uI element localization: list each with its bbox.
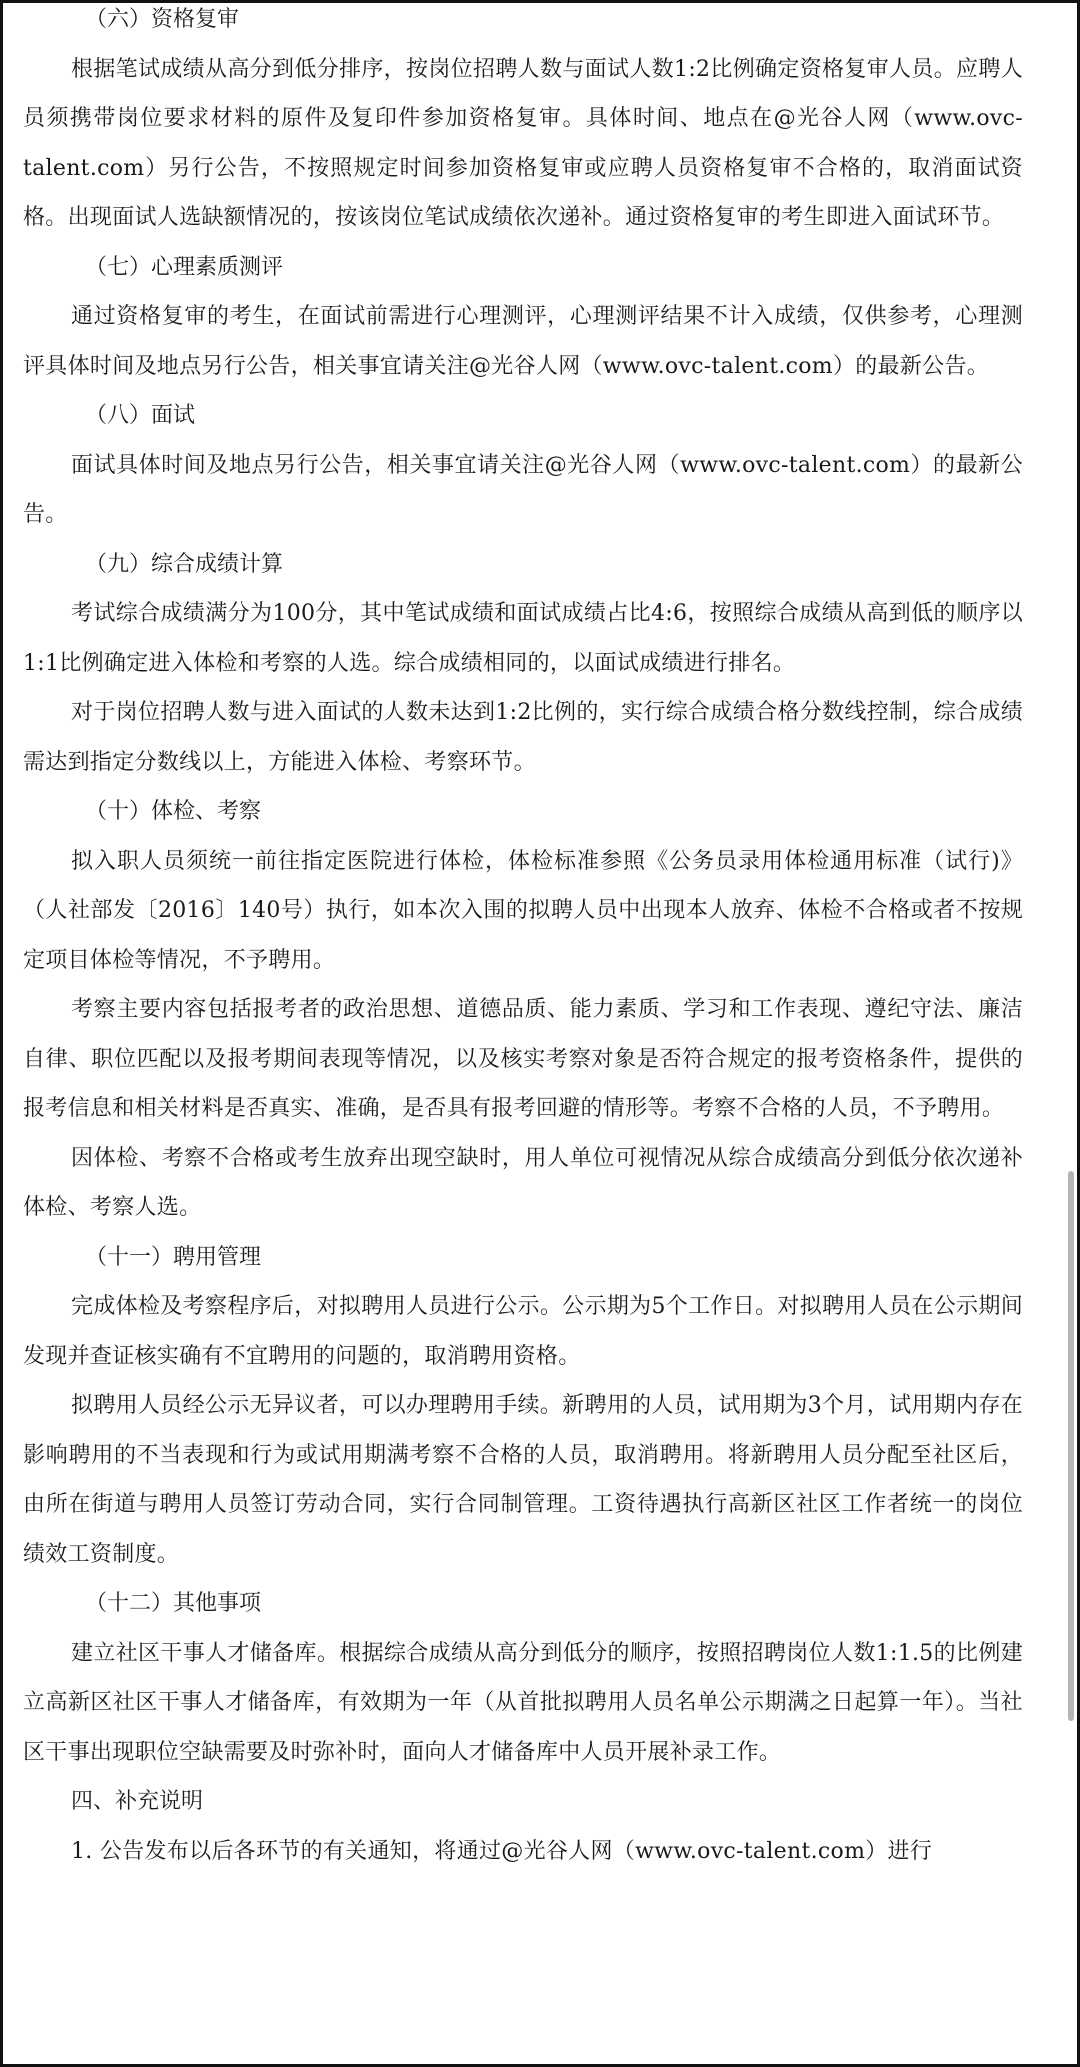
paragraph: 通过资格复审的考生，在面试前需进行心理测评，心理测评结果不计入成绩，仅供参考，心理测评具体时间及地点另行公告，相关事宜请关注@光谷人网（www.ovc-talent.com）的最新公告。 <box>23 304 1023 379</box>
section-heading: （七）心理素质测评 <box>85 254 284 280</box>
section-heading: （六）资格复审 <box>85 7 240 32</box>
paragraph: 考察主要内容包括报考者的政治思想、道德品质、能力素质、学习和工作表现、遵纪守法、廉洁自律、职位匹配以及报考期间表现等情况，以及核实考察对象是否符合规定的报考资格条件，提供的报考信息和相关材料是否真实、准确，是否具有报考回避的情形等。考察不合格的人员，不予聘用。 <box>23 997 1023 1121</box>
paragraph: 拟入职人员须统一前往指定医院进行体检，体检标准参照《公务员录用体检通用标准（试行)》（人社部发〔2016〕140号）执行，如本次入围的拟聘人员中出现本人放弃、体检不合格或者不按规定项目体检等情况，不予聘用。 <box>23 848 1023 973</box>
section-heading: （十二）其他事项 <box>85 1591 262 1616</box>
paragraph: 建立社区干事人才储备库。根据综合成绩从高分到低分的顺序，按照招聘岗位人数1:1.5的比例建立高新区社区干事人才储备库，有效期为一年（从首批拟聘用人员名单公示期满之日起算一年）。当社区干事出现职位空缺需要及时弥补时，面向人才储备库中人员开展补录工作。 <box>23 1640 1023 1765</box>
vertical-scrollbar[interactable] <box>1068 1171 1074 1721</box>
section-heading: （十）体检、考察 <box>85 799 262 824</box>
paragraph: 完成体检及考察程序后，对拟聘用人员进行公示。公示期为5个工作日。对拟聘用人员在公示期间发现并查证核实确有不宜聘用的问题的，取消聘用资格。 <box>23 1294 1023 1369</box>
chapter-heading: 四、补充说明 <box>71 1789 204 1814</box>
paragraph: 拟聘用人员经公示无异议者，可以办理聘用手续。新聘用的人员，试用期为3个月，试用期内存在影响聘用的不当表现和行为或试用期满考察不合格的人员，取消聘用。将新聘用人员分配至社区后，由所在街道与聘用人员签订劳动合同，实行合同制管理。工资待遇执行高新区社区工作者统一的岗位绩效工资制度。 <box>23 1393 1023 1567</box>
paragraph: 对于岗位招聘人数与进入面试的人数未达到1:2比例的，实行综合成绩合格分数线控制，综合成绩需达到指定分数线以上，方能进入体检、考察环节。 <box>23 700 1023 775</box>
paragraph: 因体检、考察不合格或考生放弃出现空缺时，用人单位可视情况从综合成绩高分到低分依次递补体检、考察人选。 <box>23 1145 1023 1220</box>
paragraph: 考试综合成绩满分为100分，其中笔试成绩和面试成绩占比4:6，按照综合成绩从高到低的顺序以1:1比例确定进入体检和考察的人选。综合成绩相同的，以面试成绩进行排名。 <box>23 601 1023 676</box>
paragraph: 面试具体时间及地点另行公告，相关事宜请关注@光谷人网（www.ovc-talent.com）的最新公告。 <box>23 452 1023 527</box>
paragraph: 1. 公告发布以后各环节的有关通知，将通过@光谷人网（www.ovc-talent.com）进行 <box>71 1838 933 1864</box>
section-heading: （九）综合成绩计算 <box>85 551 284 577</box>
paragraph: 根据笔试成绩从高分到低分排序，按岗位招聘人数与面试人数1:2比例确定资格复审人员。应聘人员须携带岗位要求材料的原件及复印件参加资格复审。具体时间、地点在@光谷人网（www.ovc-talent.com）另行公告，不按照规定时间参加资格复审或应聘人员资格复审不合格的，取消面试资格。出现面试人选缺额情况的，按该岗位笔试成绩依次递补。通过资格复审的考生即进入面试环节。 <box>23 56 1023 230</box>
section-heading: （十一）聘用管理 <box>85 1244 262 1270</box>
document-body <box>23 0 1023 1876</box>
section-heading: （八）面试 <box>85 403 196 428</box>
